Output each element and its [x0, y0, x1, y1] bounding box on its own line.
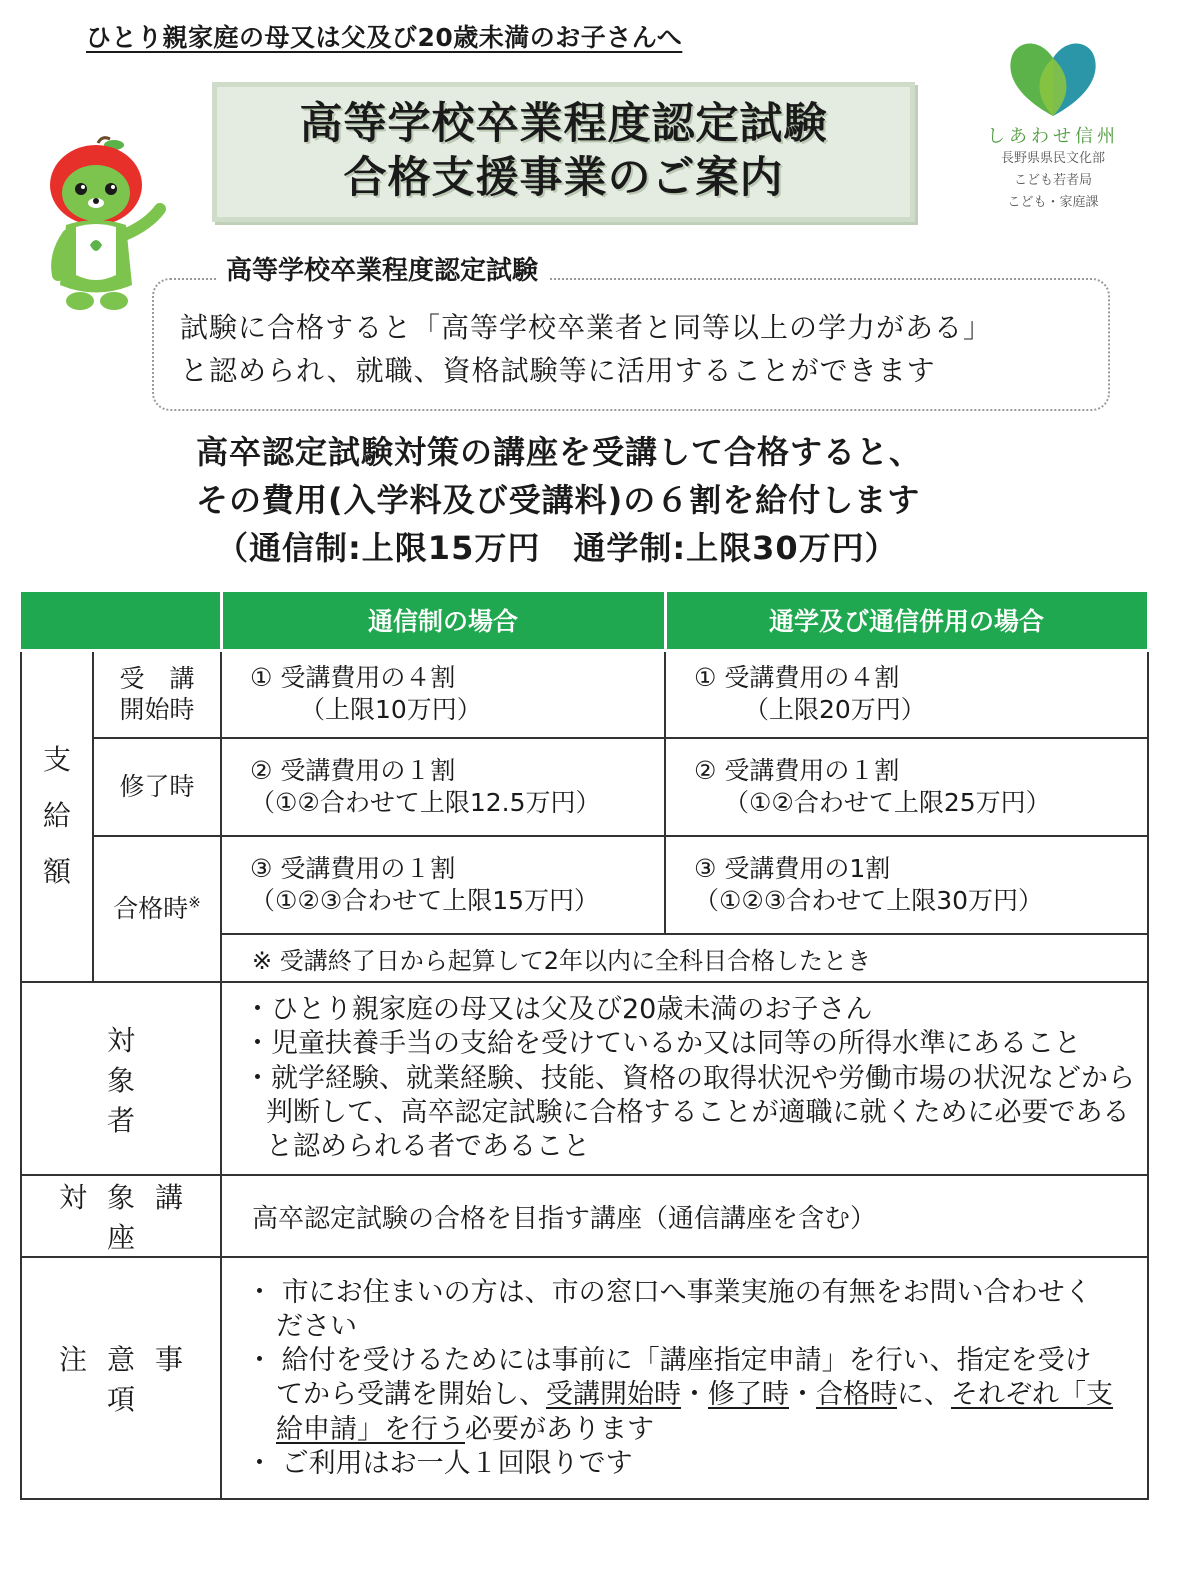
notes-sep: ・: [789, 1379, 816, 1411]
mascot-icon: [36, 135, 166, 315]
cell-text: （上限10万円）: [300, 695, 482, 725]
header-correspondence: 通信制の場合: [221, 592, 665, 650]
definition-text: [180, 306, 992, 393]
notes-text: ・ 給付を受けるためには事前に「講座指定申請」を行い、指定を受けてから受講を開始し、: [246, 1345, 1092, 1411]
benefit-summary: [196, 428, 922, 572]
cell-text: ② 受講費用の１割: [694, 755, 900, 785]
dept-name: 長野県県民文化部: [1000, 151, 1105, 166]
list-item: ・就学経験、就業経験、技能、資格の取得状況や労働市場の状況などから判断して、高卒認定試験に合格することが適職に就くために必要であると認められる者であること: [244, 1062, 1135, 1163]
support-table: [20, 592, 1150, 1500]
payment-label-char-3: 額: [42, 855, 71, 889]
table-row: [21, 836, 1148, 934]
table-header-row: [21, 592, 1148, 650]
target-audience-line: ひとり親家庭の母又は父及び20歳未満のお子さんへ: [86, 23, 683, 52]
notes-text: に、: [897, 1379, 951, 1411]
notes-list: [221, 1257, 1148, 1499]
heart-leaf-icon: [1006, 38, 1100, 118]
logo-text: しあわせ信州: [987, 126, 1119, 147]
notes-underline: それぞれ「支給申請」を行う: [276, 1379, 1113, 1445]
notes-text: 必要があります: [465, 1413, 654, 1445]
list-item: ・ 市にお住まいの方は、市の窓口へ事業実施の有無をお問い合わせください: [246, 1276, 1092, 1342]
table-row: [21, 1257, 1148, 1499]
bureau-name: こども若者局: [1013, 173, 1092, 189]
course-label: 対象講座: [21, 1175, 221, 1257]
notes-underline: 受講開始時: [546, 1379, 681, 1411]
benefit-line-1: 高卒認定試験対策の講座を受講して合格すると、: [196, 433, 923, 471]
cell-text: ② 受講費用の１割: [250, 755, 456, 785]
course-text: 高卒認定試験の合格を目指す講座（通信講座を含む）: [221, 1175, 1148, 1257]
cell-pass-commute: [665, 836, 1148, 934]
cell-text: ③ 受講費用の1割: [694, 853, 891, 883]
notes-underline: 修了時: [708, 1379, 789, 1411]
row-label-start-2: 開始時: [119, 695, 195, 725]
list-item: ・ ご利用はお一人１回限りです: [246, 1447, 633, 1479]
note-mark: ※: [188, 894, 201, 913]
title-box: [212, 82, 915, 222]
definition-title: 高等学校卒業程度認定試験: [216, 250, 548, 287]
target-list: [221, 982, 1148, 1175]
notes-underline: 合格時: [816, 1379, 897, 1411]
table-row: [21, 1175, 1148, 1257]
cell-completion-commute: [665, 738, 1148, 836]
definition-line-1: 試験に合格すると「高等学校卒業者と同等以上の学力がある」: [180, 311, 993, 344]
notes-sep: ・: [681, 1379, 708, 1411]
row-label-start: [93, 650, 221, 738]
page-title-line-2: 合格支援事業のご案内: [343, 153, 784, 203]
table-row: [21, 738, 1148, 836]
cell-text: （①②③合わせて上限15万円）: [250, 886, 600, 915]
cell-pass-correspondence: [221, 836, 665, 934]
cell-text: （①②合わせて上限25万円）: [724, 788, 1051, 817]
row-label-completion: 修了時: [93, 738, 221, 836]
pass-condition-note: ※ 受講終了日から起算して2年以内に全科目合格したとき: [221, 934, 1148, 982]
target-label: 対象者: [21, 982, 221, 1175]
payment-amount-label: [21, 650, 93, 982]
table-row: [21, 982, 1148, 1175]
cell-start-commute: [665, 650, 1148, 738]
shiawase-shinshu-logo: [963, 38, 1143, 238]
cell-text: ① 受講費用の４割: [250, 662, 456, 692]
cell-start-correspondence: [221, 650, 665, 738]
benefit-line-2: その費用(入学料及び受講料)の６割を給付します: [196, 481, 921, 519]
row-label-start-1: 受 講: [119, 664, 195, 693]
payment-label-char-1: 支: [42, 743, 71, 777]
cell-text: （①②③合わせて上限30万円）: [694, 886, 1044, 915]
page-title-line-1: 高等学校卒業程度認定試験: [299, 99, 828, 150]
cell-text: （①②合わせて上限12.5万円）: [250, 788, 601, 817]
table-row: [21, 650, 1148, 738]
list-item: ・児童扶養手当の支給を受けているか又は同等の所得水準にあること: [244, 1028, 1081, 1060]
mascot-illustration: [36, 135, 166, 315]
row-label-pass-text: 合格時: [113, 894, 189, 924]
notes-label: 注意事項: [21, 1257, 221, 1499]
payment-label-char-2: 給: [42, 799, 71, 833]
list-item: [246, 1344, 1117, 1447]
definition-line-2: と認められ、就職、資格試験等に活用することができます: [180, 354, 936, 388]
cell-text: ③ 受講費用の１割: [250, 853, 456, 883]
header-commute: 通学及び通信併用の場合: [665, 592, 1148, 650]
cell-completion-correspondence: [221, 738, 665, 836]
division-name: こども・家庭課: [1007, 195, 1099, 211]
table-header-blank: [21, 592, 221, 650]
row-label-pass: [93, 836, 221, 982]
benefit-line-3: （通信制:上限15万円 通学制:上限30万円）: [216, 529, 898, 567]
cell-text: （上限20万円）: [744, 695, 926, 725]
cell-text: ① 受講費用の４割: [694, 662, 900, 692]
list-item: ・ひとり親家庭の母又は父及び20歳未満のお子さん: [244, 994, 873, 1025]
